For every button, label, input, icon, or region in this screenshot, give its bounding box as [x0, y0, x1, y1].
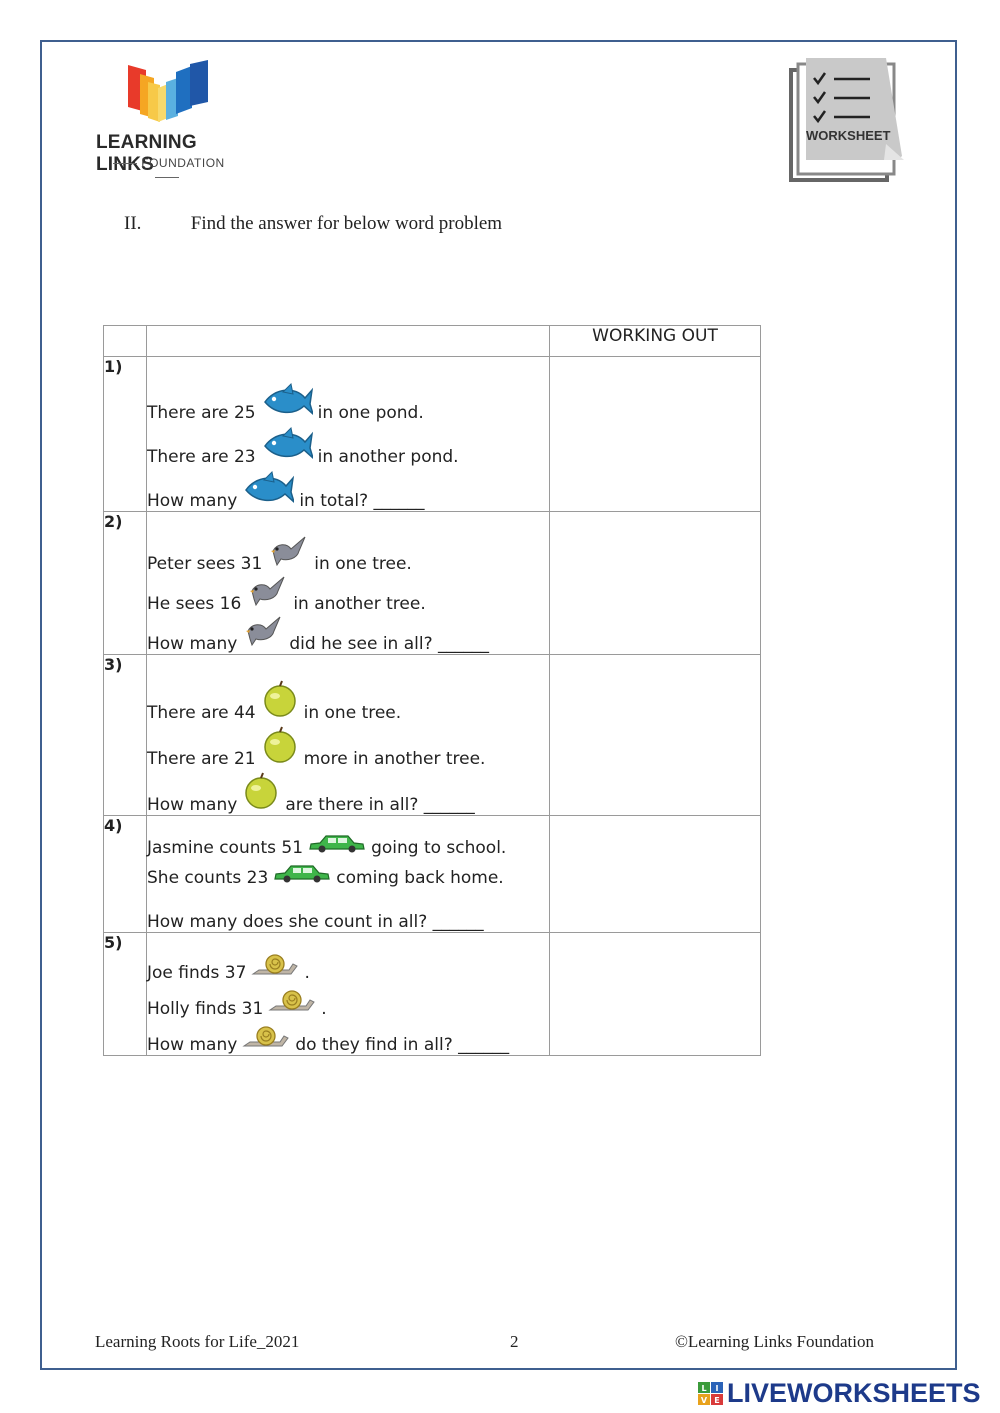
question-line	[147, 534, 549, 574]
problem-row	[104, 933, 761, 1056]
question-line	[147, 723, 549, 769]
working-out-cell[interactable]	[550, 512, 761, 655]
question-line	[147, 574, 549, 614]
question-text-before: How many	[147, 491, 238, 511]
question-text-after: coming back home.	[336, 868, 504, 888]
fish-icon	[261, 426, 313, 467]
question-line	[147, 947, 549, 983]
problem-question	[147, 816, 550, 933]
working-out-cell[interactable]	[550, 933, 761, 1056]
car-icon	[273, 863, 331, 888]
number-header	[104, 326, 147, 357]
question-text-after: in another tree.	[293, 594, 426, 614]
instruction-text: Find the answer for below word problem	[190, 213, 503, 234]
instruction	[124, 213, 502, 235]
question-text-before: How many	[147, 1035, 238, 1055]
problem-row	[104, 512, 761, 655]
learning-links-logo	[96, 60, 246, 175]
working-out-cell[interactable]	[550, 816, 761, 933]
liveworksheets-text: LIVEWORKSHEETS	[727, 1378, 981, 1408]
question-text-after: in total? ______	[299, 491, 425, 511]
fish-icon	[261, 382, 313, 423]
apple-icon	[261, 680, 299, 723]
question-text-before: How many does she count in all? ______	[147, 912, 484, 932]
problem-row	[104, 357, 761, 512]
apple-icon	[261, 726, 299, 769]
problem-question	[147, 357, 550, 512]
question-line	[147, 614, 549, 654]
mark-letter-e: E	[714, 1395, 720, 1405]
question-line	[147, 983, 549, 1019]
problem-number: 1)	[104, 357, 147, 512]
question-line	[147, 828, 549, 858]
question-text-before: She counts 23	[147, 868, 269, 888]
apple-icon	[242, 772, 280, 815]
question-text-before: Jasmine counts 51	[147, 838, 304, 858]
liveworksheets-brand	[698, 1378, 981, 1409]
question-line	[147, 1019, 549, 1055]
fish-icon	[242, 470, 294, 511]
question-text-after: in one pond.	[317, 403, 424, 423]
question-text-before: There are 23	[147, 447, 256, 467]
table-header-row	[104, 326, 761, 357]
mark-letter-v: V	[700, 1395, 708, 1405]
working-out-cell[interactable]	[550, 357, 761, 512]
question-text-after: do they find in all? ______	[295, 1035, 510, 1055]
problem-row	[104, 816, 761, 933]
snail-icon	[251, 952, 299, 983]
question-text-before: There are 44	[147, 703, 256, 723]
question-text-before: Holly finds 31	[147, 999, 264, 1019]
mark-letter-l: L	[701, 1383, 707, 1393]
question-text-before: There are 21	[147, 749, 256, 769]
question-line	[147, 467, 549, 511]
footer-left: Learning Roots for Life_2021	[95, 1332, 300, 1351]
question-text-after: did he see in all? ______	[289, 634, 490, 654]
problem-body	[104, 357, 761, 1056]
question-header	[147, 326, 550, 357]
problem-question	[147, 655, 550, 816]
question-text-after: .	[321, 999, 327, 1019]
worksheet-badge-label: WORKSHEET	[806, 128, 891, 143]
snail-icon	[268, 988, 316, 1019]
logo-title: LEARNING LINKS	[96, 132, 197, 175]
problem-number: 4)	[104, 816, 147, 933]
footer-right: ©Learning Links Foundation	[675, 1332, 874, 1351]
snail-icon	[242, 1024, 290, 1055]
problem-number: 5)	[104, 933, 147, 1056]
car-icon	[308, 833, 366, 858]
question-text-before: He sees 16	[147, 594, 242, 614]
question-text-after: more in another tree.	[303, 749, 486, 769]
liveworksheets-mark-icon	[698, 1382, 724, 1406]
problem-number: 2)	[104, 512, 147, 655]
book-logo-icon	[96, 60, 246, 130]
instruction-number: II.	[124, 213, 142, 234]
logo-subtitle: FOUNDATION	[96, 156, 238, 184]
problem-question	[147, 512, 550, 655]
footer-page-number: 2	[510, 1332, 519, 1351]
working-out-cell[interactable]	[550, 655, 761, 816]
question-line	[147, 423, 549, 467]
question-text-after: in one tree.	[303, 703, 402, 723]
question-text-before: How many	[147, 634, 238, 654]
problem-question	[147, 933, 550, 1056]
bird-icon	[242, 615, 284, 654]
question-text-after: are there in all? ______	[285, 795, 475, 815]
bird-icon	[267, 535, 309, 574]
question-text-before: There are 25	[147, 403, 256, 423]
problem-number: 3)	[104, 655, 147, 816]
question-line	[147, 858, 549, 888]
question-text-before: How many	[147, 795, 238, 815]
question-text-after: going to school.	[371, 838, 507, 858]
word-problem-table	[103, 325, 761, 1056]
worksheet-badge-icon	[788, 56, 908, 184]
mark-letter-i: I	[715, 1383, 719, 1393]
question-line	[147, 888, 549, 932]
problem-row	[104, 655, 761, 816]
question-text-before: Peter sees 31	[147, 554, 263, 574]
question-line	[147, 769, 549, 815]
working-out-header: WORKING OUT	[550, 326, 761, 357]
question-text-after: .	[304, 963, 310, 983]
question-text-after: in another pond.	[317, 447, 459, 467]
question-text-after: in one tree.	[314, 554, 412, 574]
question-text-before: Joe finds 37	[147, 963, 247, 983]
question-line	[147, 677, 549, 723]
question-line	[147, 379, 549, 423]
bird-icon	[246, 575, 288, 614]
